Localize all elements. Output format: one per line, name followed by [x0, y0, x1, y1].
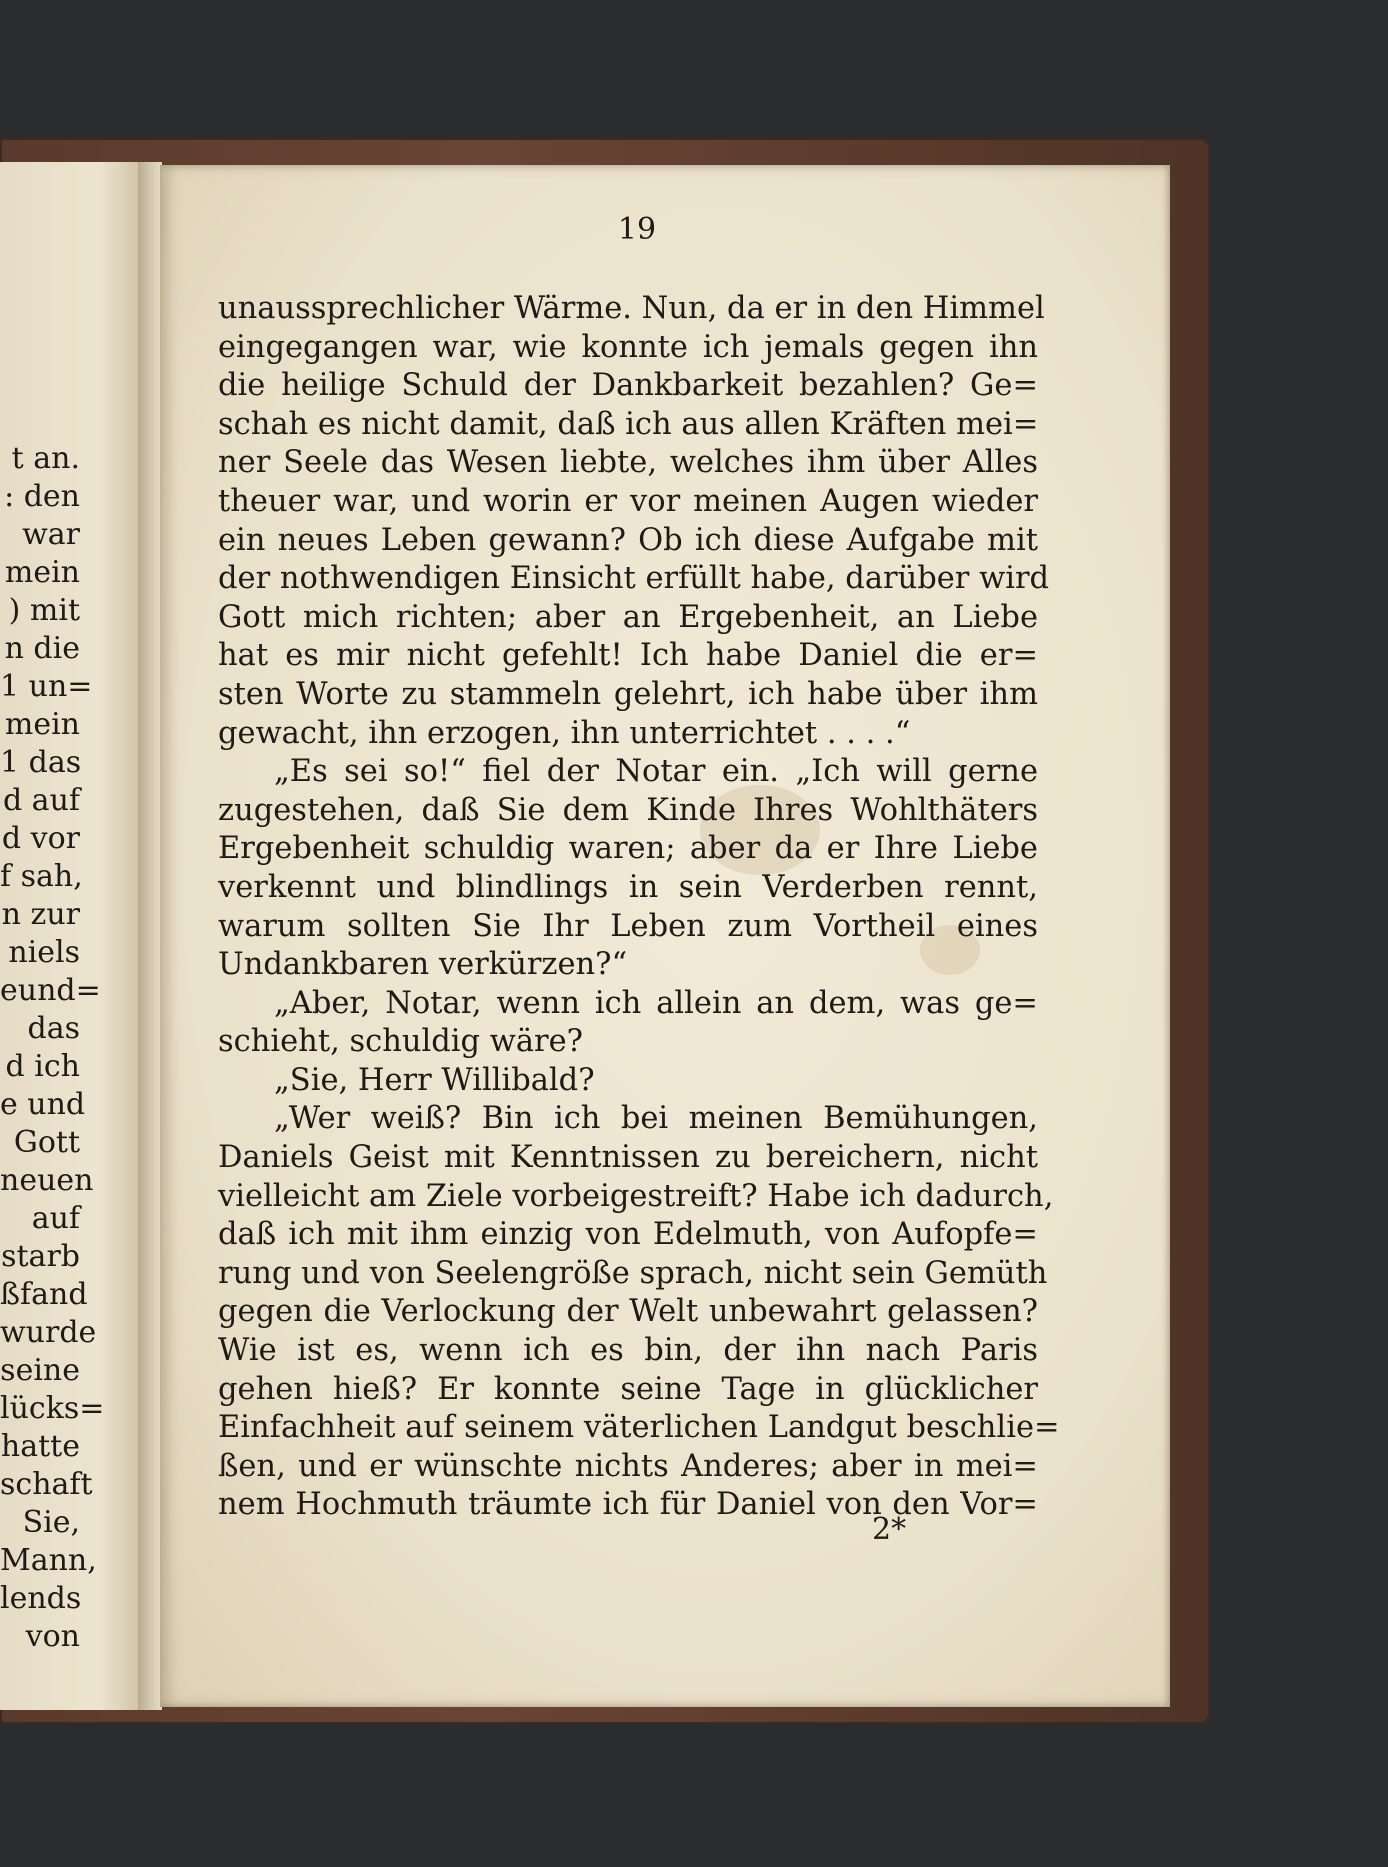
- text-line: Einfachheit auf seinem väterlichen Landgut beschlie=: [218, 1410, 1060, 1446]
- left-page-line: d ich: [5, 1049, 80, 1084]
- left-page-line: Sie,: [22, 1505, 80, 1540]
- left-page: [0, 162, 142, 1710]
- text-line: warum sollten Sie Ihr Leben zum Vortheil eines: [218, 908, 1038, 944]
- text-line: Daniels Geist mit Kenntnissen zu bereichern, nicht: [218, 1140, 1038, 1176]
- text-line: unaussprechlicher Wärme. Nun, da er in den Himmel: [218, 291, 1045, 326]
- left-page-line: mein: [4, 555, 80, 590]
- left-page-line: hatte: [0, 1429, 80, 1464]
- text-line: „Wer weiß? Bin ich bei meinen Bemühungen,: [274, 1101, 1038, 1137]
- text-line: rung und von Seelengröße sprach, nicht sein Gemüth: [218, 1255, 1048, 1291]
- left-page-line: lücks=: [0, 1391, 105, 1426]
- left-page-line: Mann,: [0, 1543, 97, 1578]
- text-line: ein neues Leben gewann? Ob ich diese Aufgabe mit: [218, 522, 1038, 558]
- text-line: „Aber, Notar, wenn ich allein an dem, was ge=: [274, 985, 1038, 1021]
- page-body-text: [218, 290, 1060, 1525]
- left-page-line: ) mit: [8, 593, 80, 628]
- text-line: daß ich mit ihm einzig von Edelmuth, von Aufopfe=: [218, 1217, 1038, 1253]
- left-page-line: war: [22, 517, 80, 552]
- left-page-line: das: [27, 1011, 80, 1046]
- text-line: Wie ist es, wenn ich es bin, der ihn nach Paris: [218, 1333, 1038, 1369]
- text-line: zugestehen, daß Sie dem Kinde Ihres Wohlthäters: [218, 792, 1038, 828]
- left-page-line: ßfand: [0, 1277, 88, 1312]
- left-page-line: mein: [4, 707, 80, 742]
- text-line: der nothwendigen Einsicht erfüllt habe, darüber wird: [218, 561, 1050, 597]
- text-line: ßen, und er wünschte nichts Anderes; aber in mei=: [218, 1448, 1038, 1484]
- text-line: theuer war, und worin er vor meinen Augen wieder: [218, 483, 1038, 519]
- left-page-line: neuen: [0, 1163, 94, 1198]
- text-line: nem Hochmuth träumte ich für Daniel von den Vor=: [218, 1487, 1038, 1523]
- text-line: gehen hieß? Er konnte seine Tage in glücklicher: [218, 1371, 1038, 1407]
- signature-mark: 2*: [872, 1512, 907, 1547]
- text-line: gewacht, ihn erzogen, ihn unterrichtet . . . .“: [218, 715, 911, 751]
- book-gutter: [138, 162, 162, 1710]
- left-page-line: niels: [8, 935, 80, 970]
- left-page-line: d vor: [1, 821, 80, 856]
- text-line: Ergebenheit schuldig waren; aber da er Ihre Liebe: [218, 831, 1038, 867]
- text-line: gegen die Verlockung der Welt unbewahrt gelassen?: [218, 1294, 1038, 1330]
- left-page-line: eund=: [0, 973, 101, 1008]
- left-page-line: n zur: [1, 897, 80, 932]
- text-line: ner Seele das Wesen liebte, welches ihm über Alles: [218, 445, 1038, 481]
- text-line: Gott mich richten; aber an Ergebenheit, an Liebe: [218, 599, 1038, 635]
- left-page-line: starb: [1, 1239, 80, 1274]
- text-line: eingegangen war, wie konnte ich jemals gegen ihn: [218, 329, 1038, 365]
- text-line: die heilige Schuld der Dankbarkeit bezahlen? Ge=: [218, 368, 1038, 404]
- text-line: „Sie, Herr Willibald?: [274, 1062, 595, 1098]
- left-page-line: 1 das: [0, 745, 82, 780]
- text-line: sten Worte zu stammeln gelehrt, ich habe über ihm: [218, 676, 1038, 712]
- left-page-text: [0, 440, 105, 1656]
- left-page-line: wurde: [0, 1315, 97, 1350]
- text-line: Undankbaren verkürzen?“: [218, 947, 628, 983]
- left-page-line: n die: [4, 631, 80, 666]
- left-page-line: schaft: [0, 1467, 93, 1502]
- left-page-line: : den: [4, 479, 80, 514]
- text-line: verkennt und blindlings in sein Verderben rennt,: [218, 869, 1038, 905]
- text-line: schieht, schuldig wäre?: [218, 1024, 584, 1060]
- left-page-line: 1 un=: [0, 669, 93, 704]
- text-line: hat es mir nicht gefehlt! Ich habe Daniel die er=: [218, 638, 1038, 674]
- left-page-line: e und: [0, 1087, 86, 1122]
- left-page-line: d auf: [2, 783, 80, 818]
- left-page-line: von: [25, 1619, 80, 1654]
- left-page-line: auf: [31, 1201, 80, 1236]
- page-number: 19: [617, 212, 657, 247]
- left-page-line: seine: [0, 1353, 80, 1388]
- text-line: vielleicht am Ziele vorbeigestreift? Habe ich dadurch,: [218, 1178, 1054, 1214]
- left-page-line: t an.: [11, 441, 80, 476]
- text-line: „Es sei so!“ fiel der Notar ein. „Ich will gerne: [274, 754, 1038, 790]
- left-page-line: lends: [0, 1581, 82, 1616]
- text-line: schah es nicht damit, daß ich aus allen Kräften mei=: [218, 406, 1039, 442]
- left-page-line: Gott: [13, 1125, 80, 1160]
- left-page-line: f sah,: [0, 859, 83, 894]
